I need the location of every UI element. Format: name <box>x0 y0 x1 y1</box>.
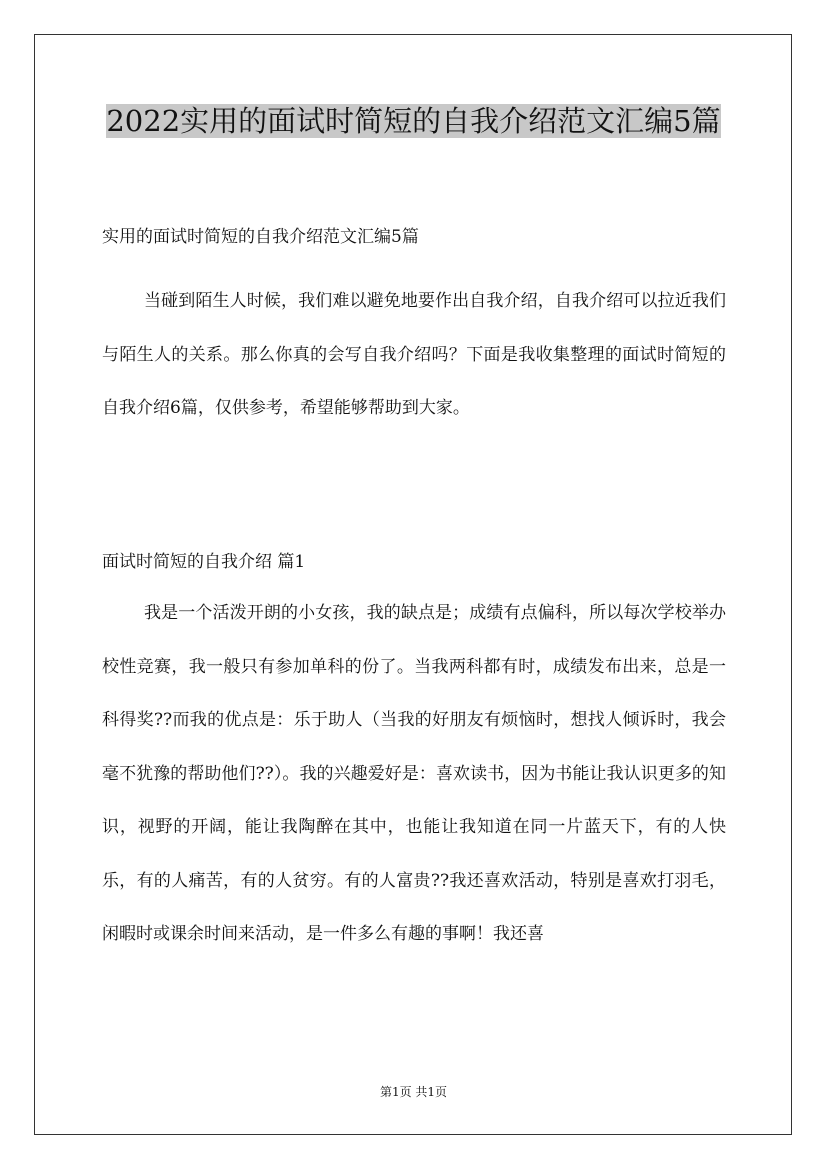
page-number-footer: 第1页 共1页 <box>379 1085 448 1099</box>
document-title <box>60 98 767 145</box>
intro-paragraph: 当碰到陌生人时候，我们难以避免地要作出自我介绍，自我介绍可以拉近我们与陌生人的关系。那么你真的会写自我介绍吗？下面是我收集整理的面试时简短的自我介绍6篇，仅供参考，希望能够帮助到大家。 <box>102 291 726 418</box>
section-body-paragraph: 我是一个活泼开朗的小女孩，我的缺点是；成绩有点偏科，所以每次学校举办校性竞赛，我一般只有参加单科的份了。当我两科都有时，成绩发布出来，总是一科得奖??而我的优点是：乐于助人（当我的好朋友有烦恼时，想找人倾诉时，我会毫不犹豫的帮助他们??）。我的兴趣爱好是：喜欢读书，因为书能让我认识更多的知识，视野的开阔，能让我陶醉在其中，也能让我知道在同一片蓝天下，有的人快乐，有的人痛苦，有的人贫穷。有的人富贵??我还喜欢活动，特别是喜欢打羽毛，闲暇时或课余时间来活动，是一件多么有趣的事啊！我还喜 <box>102 603 726 944</box>
page-border <box>34 34 792 1135</box>
document-subtitle: 实用的面试时简短的自我介绍范文汇编5篇 <box>102 227 419 247</box>
document-title-text: 2022实用的面试时简短的自我介绍范文汇编5篇 <box>106 104 721 138</box>
section-heading: 面试时简短的自我介绍 篇1 <box>102 552 306 572</box>
